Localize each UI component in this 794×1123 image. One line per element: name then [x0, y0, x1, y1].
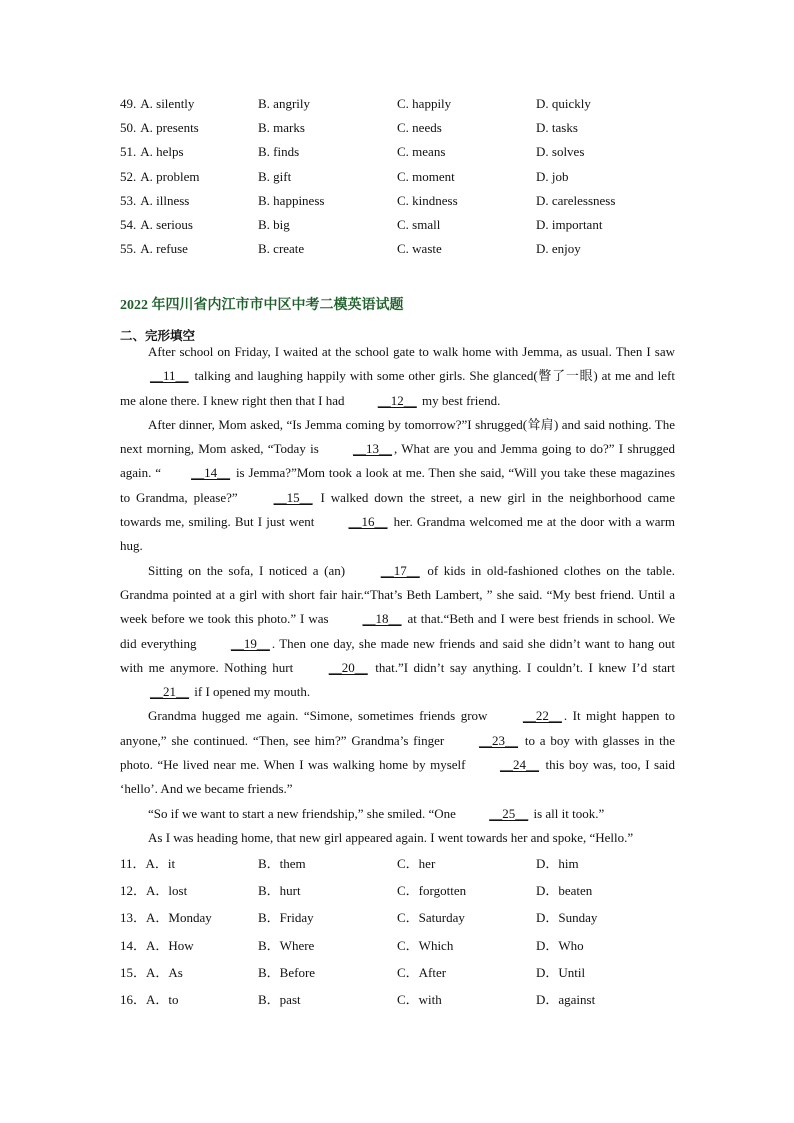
passage-text: talking and laughing happily with some other girls. She glanced(瞥了一眼) at me and left me alone there. I knew right then that I had	[120, 368, 675, 408]
blank-14[interactable]: __14__	[191, 465, 231, 481]
option-a	[120, 855, 175, 873]
option-d: D. carelessness	[536, 192, 616, 208]
option-c: C. small	[397, 217, 441, 232]
option-a-text: A. illness	[140, 192, 190, 208]
option-a	[120, 964, 183, 982]
blank-12[interactable]: __12__	[377, 392, 417, 408]
option-a	[120, 143, 184, 161]
option-a	[120, 168, 199, 186]
option-a-text: A. silently	[140, 96, 195, 111]
passage-text: if I opened my mouth.	[191, 684, 311, 700]
option-c: C. moment	[397, 168, 455, 184]
option-c: C．Saturday	[397, 910, 465, 926]
question-number: 55.	[120, 241, 137, 257]
option-b: B. marks	[258, 120, 305, 136]
option-a	[120, 216, 193, 234]
passage-paragraph	[120, 826, 675, 850]
option-d: D. quickly	[536, 96, 591, 111]
cloze-passage	[120, 340, 675, 850]
option-b: B. angrily	[258, 96, 310, 111]
option-d: D. tasks	[536, 120, 578, 136]
blank-22[interactable]: __22__	[522, 708, 562, 724]
passage-text: . Then one day, she made new friends and said she didn’t want to hang out with me anymore. Nothing hurt	[120, 635, 675, 675]
question-number: 12．	[120, 883, 147, 899]
passage-text: my best friend.	[418, 392, 501, 408]
blank-18[interactable]: __18__	[362, 611, 402, 627]
passage-text: I walked down the street, a new girl in the neighborhood came towards me, smiling. But I just went	[120, 489, 675, 530]
blank-13[interactable]: __13__	[353, 441, 393, 457]
option-c: C．her	[397, 856, 436, 871]
passage-text: is Jemma?”Mom took a look at me. Then she said, “Will you take these magazines to Grandma, please?”	[120, 465, 676, 505]
option-a-text: A．it	[145, 856, 176, 871]
option-d: D．beaten	[536, 883, 593, 899]
passage-paragraph	[120, 340, 675, 413]
option-a-text: A．to	[146, 992, 179, 1007]
question-number: 14．	[120, 937, 147, 953]
option-c: C. kindness	[397, 192, 458, 208]
option-a	[120, 119, 199, 137]
passage-text: that.”I didn’t say anything. I couldn’t. I knew I’d start	[369, 659, 676, 675]
passage-text: her. Grandma welcomed me at the door with a warm hug.	[120, 514, 675, 554]
option-c: C. happily	[397, 96, 452, 111]
passage-text: to a boy with glasses in the photo. “He lived near me. When I was walking home by myself	[120, 732, 675, 773]
section-heading: 二、完形填空	[120, 329, 196, 343]
option-a-text: A. refuse	[140, 241, 188, 257]
passage-text: at that.“Beth and I were best friends in school. We did everything	[120, 611, 675, 651]
option-a	[120, 240, 188, 258]
option-c: C．After	[397, 964, 447, 980]
option-a-text: A. problem	[140, 168, 200, 184]
blank-17[interactable]: __17__	[380, 562, 420, 578]
passage-paragraph	[120, 413, 675, 559]
passage-text: Grandma hugged me again. “Simone, sometimes friends grow	[148, 708, 493, 724]
option-a-text: A. serious	[140, 217, 193, 232]
option-c: C. waste	[397, 241, 442, 257]
passage-text: of kids in old-fashioned clothes on the table. Grandma pointed at a girl with short fair hair.“That’s Beth Lambert, ” she said. “My best friend. Until a week before we took this photo.” I was	[120, 562, 676, 627]
passage-text: As I was heading home, that new girl appeared again. I went towards her and spoke, “Hello.”	[148, 829, 634, 845]
option-a	[120, 95, 194, 113]
option-c: C．forgotten	[397, 883, 467, 899]
option-c: C．Which	[397, 937, 454, 953]
blank-11[interactable]: __11__	[150, 368, 189, 384]
question-number: 13．	[120, 910, 147, 926]
blank-23[interactable]: __23__	[479, 732, 519, 748]
passage-paragraph	[120, 704, 675, 801]
option-d: D．Until	[536, 964, 586, 980]
passage-text: Sitting on the sofa, I noticed a (an)	[148, 562, 351, 578]
question-number: 50.	[120, 120, 137, 136]
option-b: B．Friday	[258, 910, 314, 926]
option-a-text: A. presents	[140, 120, 199, 136]
option-a	[120, 192, 189, 210]
passage-text: is all it took.”	[530, 805, 605, 821]
blank-24[interactable]: __24__	[500, 757, 539, 773]
blank-20[interactable]: __20__	[328, 659, 368, 675]
blank-21[interactable]: __21__	[150, 684, 189, 700]
passage-text: After school on Friday, I waited at the school gate to walk home with Jemma, as usual. Then I saw	[148, 344, 675, 359]
question-number: 53.	[120, 192, 137, 208]
question-number: 49.	[120, 96, 137, 111]
passage-text: this boy was, too, I said ‘hello’. And we became friends.”	[120, 757, 675, 797]
option-c: C. means	[397, 144, 446, 160]
option-b: B．hurt	[258, 883, 301, 899]
option-b: B. finds	[258, 144, 300, 160]
passage-text: “So if we want to start a new friendship,” she smiled. “One	[148, 805, 460, 821]
option-a	[120, 882, 187, 900]
option-b: B. happiness	[258, 192, 325, 208]
option-a-text: A．lost	[146, 883, 188, 899]
option-a-text: A．How	[146, 937, 194, 953]
blank-25[interactable]: __25__	[489, 805, 529, 821]
option-d: D. important	[536, 217, 603, 232]
option-b: B. gift	[258, 168, 292, 184]
passage-text: , What are you and Jemma going to do?” I shrugged again. “	[120, 441, 675, 481]
option-d: D．against	[536, 992, 596, 1007]
question-number: 51.	[120, 144, 137, 160]
option-a-text: A. helps	[140, 144, 184, 160]
option-a	[120, 937, 194, 955]
option-d: D．him	[536, 856, 579, 871]
question-number: 52.	[120, 168, 137, 184]
passage-text: After dinner, Mom asked, “Is Jemma coming by tomorrow?”I shrugged(耸肩) and said nothing. The next morning, Mom asked, “Today is	[120, 416, 675, 457]
blank-19[interactable]: __19__	[230, 635, 270, 651]
question-number: 54.	[120, 217, 137, 232]
option-a-text: A．As	[146, 964, 183, 980]
blank-15[interactable]: __15__	[273, 489, 313, 505]
option-d: D．Sunday	[536, 910, 598, 926]
option-b: B．past	[258, 992, 301, 1007]
option-b: B. big	[258, 217, 290, 232]
question-number: 15．	[120, 964, 147, 980]
passage-paragraph	[120, 802, 675, 826]
option-b: B．Where	[258, 937, 315, 953]
option-c: C．with	[397, 992, 442, 1007]
passage-text: . It might happen to anyone,” she continued. “Then, see him?” Grandma’s finger	[120, 708, 675, 748]
question-number: 16．	[120, 992, 147, 1007]
option-d: D. solves	[536, 144, 585, 160]
option-a	[120, 909, 212, 927]
option-a-text: A．Monday	[146, 910, 212, 926]
page-title: 2022 年四川省内江市市中区中考二模英语试题	[120, 298, 404, 313]
blank-16[interactable]: __16__	[348, 514, 388, 530]
option-b: B．Before	[258, 964, 316, 980]
option-b: B. create	[258, 241, 305, 257]
option-d: D. job	[536, 168, 569, 184]
option-c: C. needs	[397, 120, 442, 136]
option-a	[120, 991, 179, 1009]
option-b: B．them	[258, 856, 306, 871]
option-d: D．Who	[536, 937, 584, 953]
question-number: 11．	[120, 856, 146, 871]
option-d: D. enjoy	[536, 241, 581, 257]
passage-paragraph	[120, 559, 675, 705]
